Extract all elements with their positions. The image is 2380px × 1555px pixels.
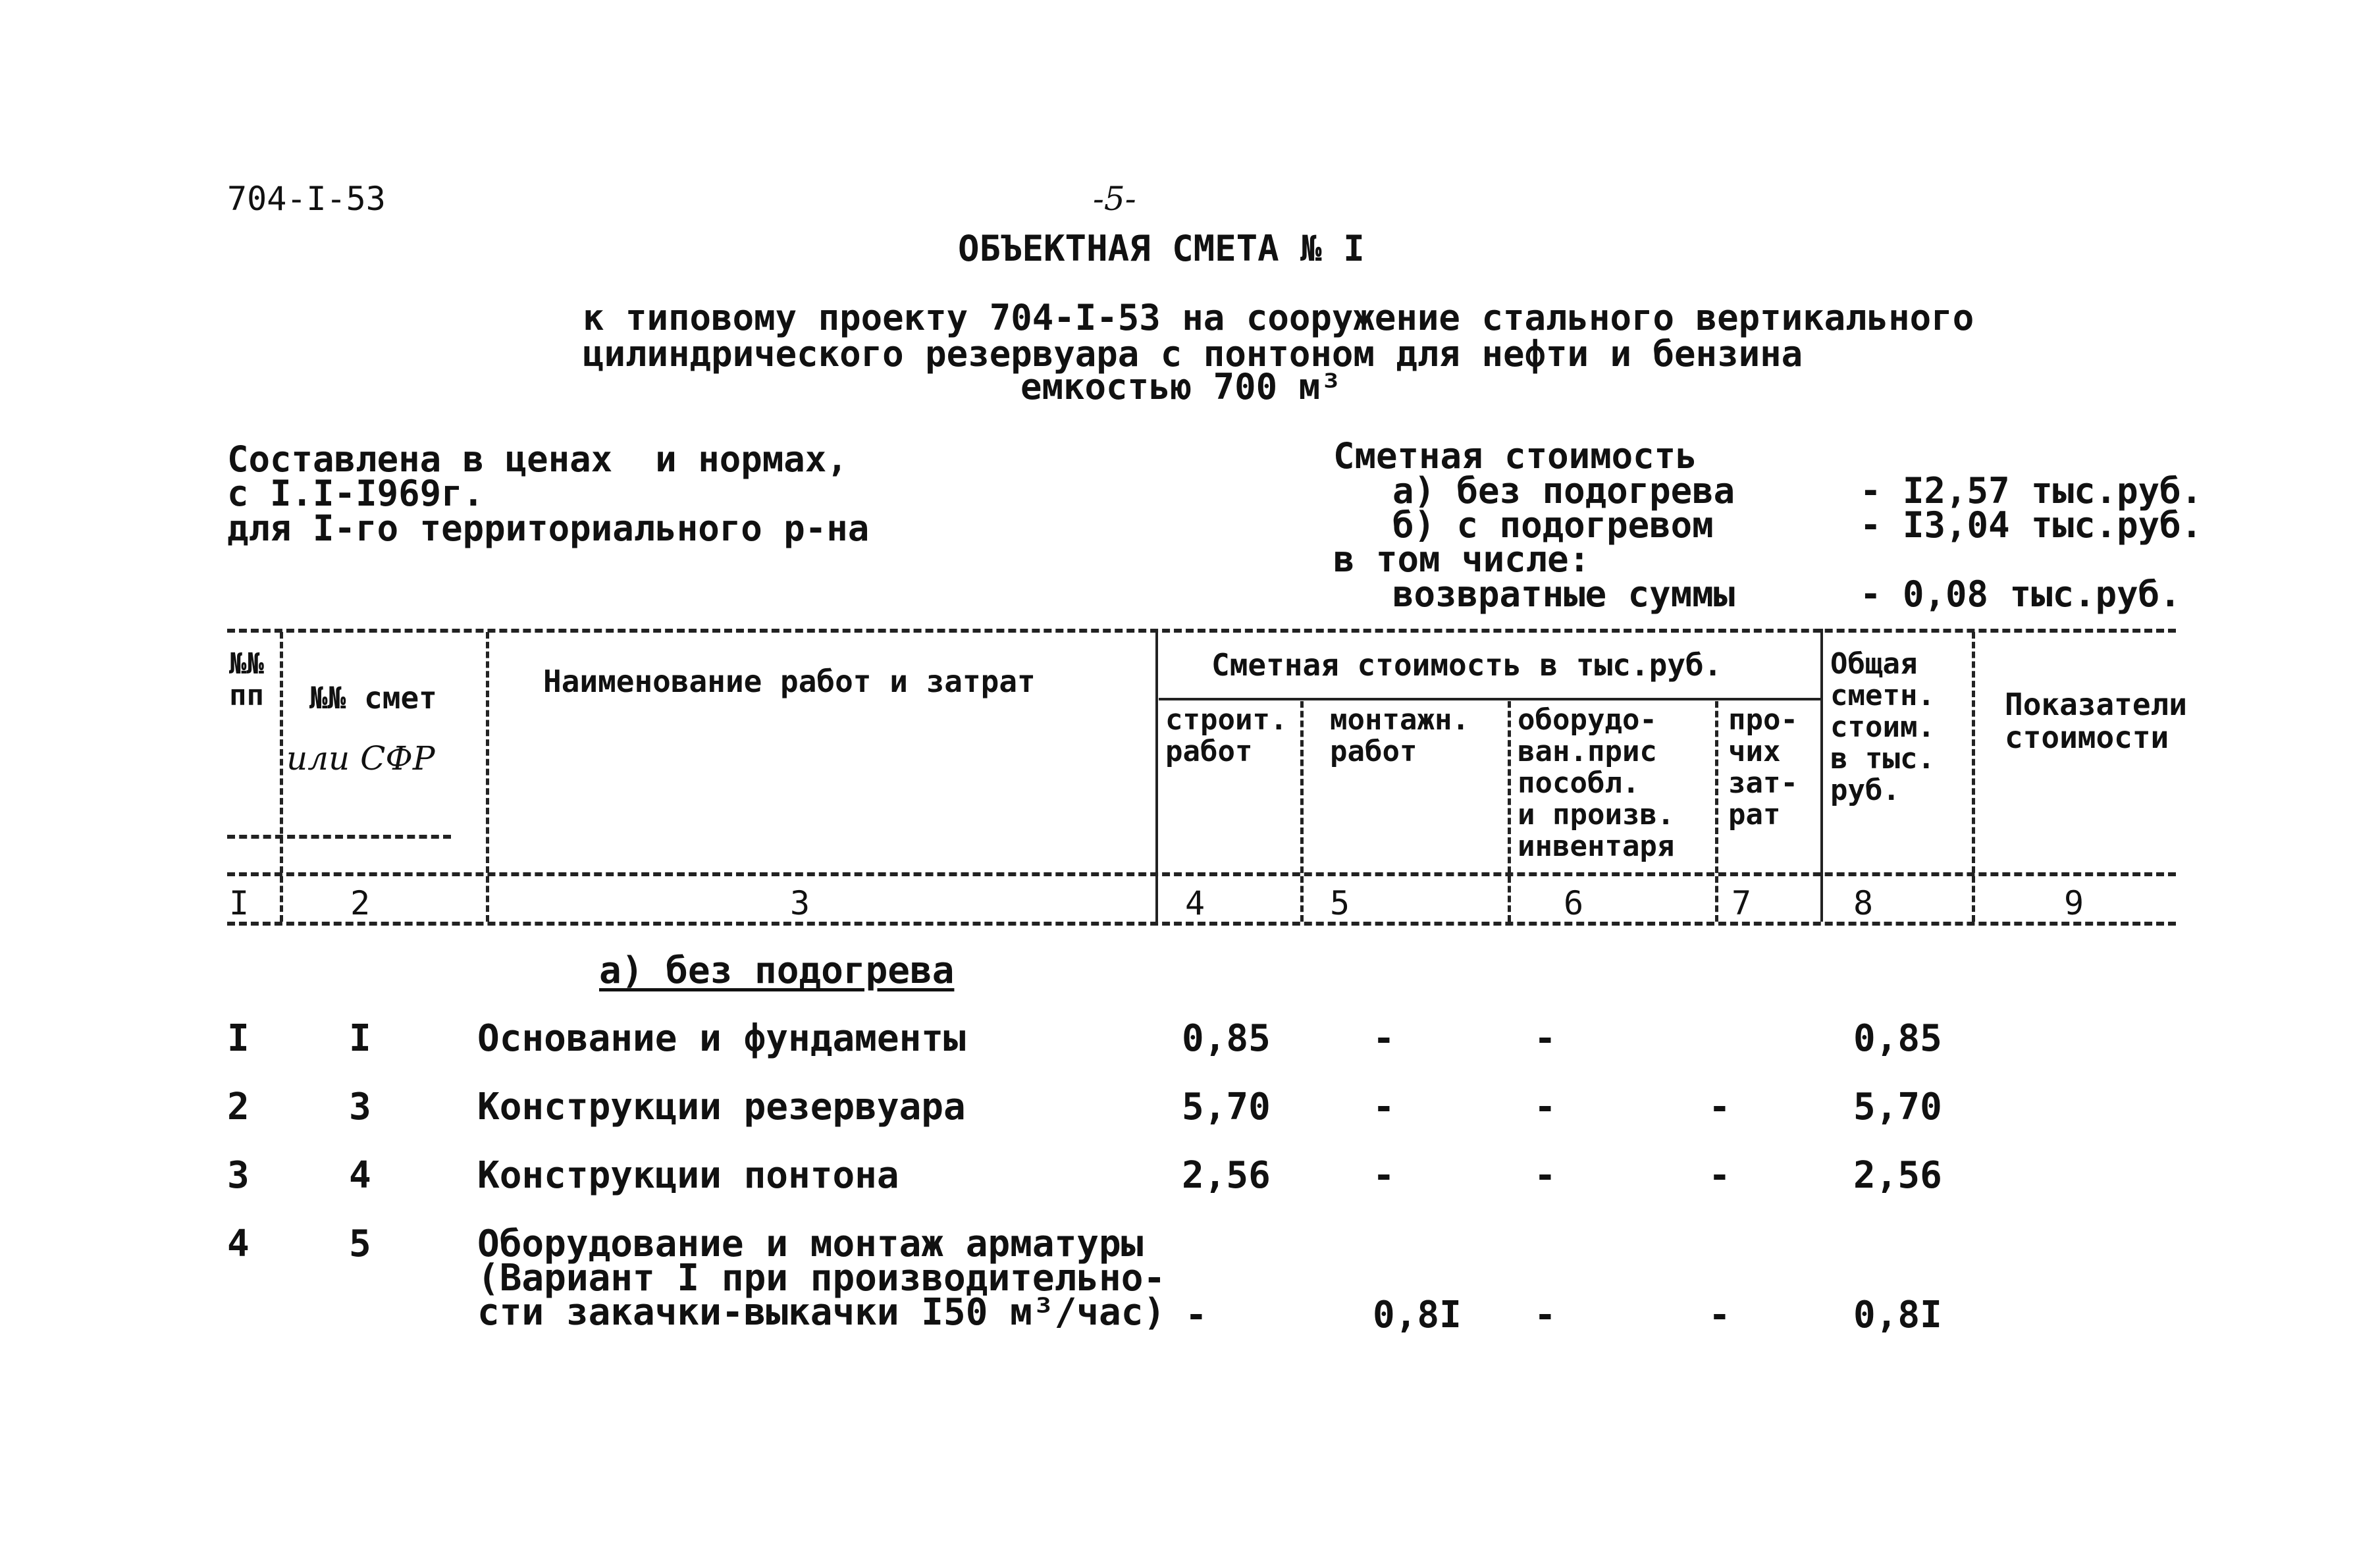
section-heading-text: а) без подогрева [599,949,955,992]
header-col-other: про- чих зат- рат [1728,703,1798,831]
row-1-name: Основание и фундаменты [477,1017,966,1060]
subtitle-line-3: емкостью 700 м³ [1020,366,1342,408]
col-divider-1 [280,632,283,922]
returnable-value: - 0,08 тыс.руб. [1860,573,2181,615]
col-divider-6 [1715,701,1718,922]
row-4-number: 4 [227,1223,250,1265]
column-number-2: 2 [350,884,371,922]
row-4-name-line-3: сти закачки-выкачки I50 м³/час) [477,1291,1166,1334]
cost-b-label: б) с подогревом [1392,504,1714,546]
row-4-estimate: 5 [349,1223,371,1265]
header-col-equipment: оборудо- ван.прис пособл. и произв. инвентаря [1518,703,1675,863]
row-3-installation: - [1373,1154,1395,1197]
header-group-cost: Сметная стоимость в тыс.руб. [1211,647,1722,683]
document-code: 704-I-53 [227,180,386,218]
header-col-total: Общая сметн. стоим. в тыс. руб. [1830,647,1935,807]
column-number-3: 3 [790,884,810,922]
section-heading-without-heating [599,951,954,991]
row-2-total: 5,70 [1853,1086,1942,1128]
col-divider-8 [1972,632,1975,922]
price-basis-line-2: с I.I-I969г. [227,473,485,514]
header-col-estimate: №№ смет [309,680,437,716]
row-4-other: - [1708,1294,1731,1336]
column-number-7: 7 [1732,884,1752,922]
row-3-estimate: 4 [349,1154,371,1197]
cost-a-value: - I2,57 тыс.руб. [1860,470,2203,512]
row-4-name-line-2: (Вариант I при производительно- [477,1257,1166,1300]
column-number-9: 9 [2064,884,2084,922]
row-3-total: 2,56 [1853,1154,1942,1197]
row-1-total: 0,85 [1853,1017,1942,1060]
row-3-number: 3 [227,1154,250,1197]
table-left-short-rule [227,835,451,839]
estimated-cost-heading: Сметная стоимость [1333,435,1697,477]
row-2-installation: - [1373,1086,1395,1128]
row-3-name: Конструкции понтона [477,1154,899,1197]
row-3-equipment: - [1534,1154,1556,1197]
cost-b-value: - I3,04 тыс.руб. [1860,504,2203,546]
cost-a-label: а) без подогрева [1392,470,1735,512]
col-divider-5 [1508,701,1511,922]
row-2-construction: 5,70 [1182,1086,1271,1128]
row-2-number: 2 [227,1086,250,1128]
column-number-4: 4 [1185,884,1205,922]
column-number-5: 5 [1330,884,1350,922]
row-4-equipment: - [1534,1294,1556,1336]
row-4-total: 0,8I [1853,1294,1942,1336]
price-basis-line-1: Составлена в ценах и нормах, [227,438,848,480]
row-2-other: - [1708,1086,1731,1128]
price-basis-line-3: для I-го территориального р-на [227,508,870,549]
column-number-8: 8 [1853,884,1874,922]
row-2-equipment: - [1534,1086,1556,1128]
row-2-name: Конструкции резервуара [477,1086,966,1128]
row-1-number: I [227,1017,250,1060]
page-title: ОБЪЕКТНАЯ СМЕТА № I [958,228,1365,269]
row-4-name-line-1: Оборудование и монтаж арматуры [477,1223,1144,1265]
col-divider-2 [486,632,489,922]
row-1-equipment: - [1534,1017,1556,1060]
row-3-other: - [1708,1154,1731,1197]
col-divider-3 [1155,629,1158,922]
col-divider-7 [1820,629,1823,922]
header-col-construction: строит. работ [1165,703,1288,768]
header-col-name: Наименование работ и затрат [543,664,1036,699]
column-number-6: 6 [1564,884,1584,922]
row-4-construction: - [1185,1294,1207,1336]
row-1-construction: 0,85 [1182,1017,1271,1060]
row-1-installation: - [1373,1017,1395,1060]
header-col-installation: монтажн. работ [1330,703,1469,768]
group-header-rule [1159,698,1820,700]
row-2-estimate: 3 [349,1086,371,1128]
row-3-construction: 2,56 [1182,1154,1271,1197]
header-col-number: №№ пп [229,647,264,712]
row-4-installation: 0,8I [1373,1294,1462,1336]
including-label: в том числе: [1333,539,1591,580]
page-number: -5- [1093,180,1136,218]
column-number-1: I [229,884,250,922]
table-number-rule [227,872,2176,876]
returnable-label: возвратные суммы [1392,573,1735,615]
subtitle-line-1: к типовому проекту 704-I-53 на сооружение стального вертикального [583,297,1974,338]
header-col-indicators: Показатели стоимости [2005,687,2187,755]
col-divider-4 [1300,701,1304,922]
header-col-estimate-handwritten: или СФР [286,739,435,778]
row-1-estimate: I [349,1017,371,1060]
table-top-rule [227,629,2176,633]
subtitle-line-2: цилиндрического резервуара с понтоном для нефти и бензина [583,333,1803,375]
